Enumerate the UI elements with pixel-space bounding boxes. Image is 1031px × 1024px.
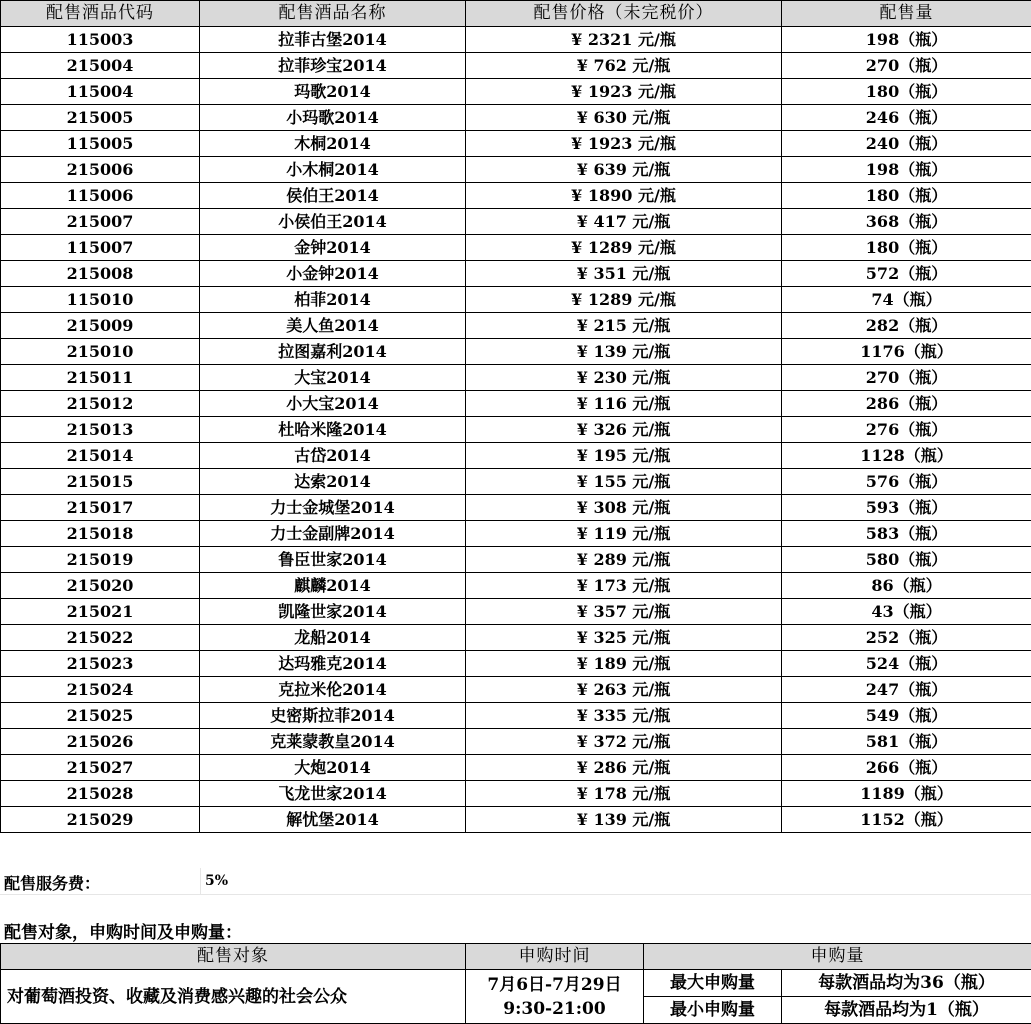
name-cell: 杜哈米隆2014: [200, 417, 466, 443]
name-cell: 力士金城堡2014: [200, 495, 466, 521]
header-time: 申购时间: [466, 944, 644, 970]
quantity-cell: 282（瓶）: [782, 313, 1031, 339]
header-audience: 配售对象: [1, 944, 466, 970]
quantity-cell: 1176（瓶）: [782, 339, 1031, 365]
quantity-cell: 583（瓶）: [782, 521, 1031, 547]
price-cell: ¥ 357 元/瓶: [466, 599, 782, 625]
price-cell: ¥ 639 元/瓶: [466, 157, 782, 183]
time-line-2: 9:30-21:00: [503, 998, 606, 1019]
name-cell: 玛歌2014: [200, 79, 466, 105]
code-cell: 215027: [1, 755, 200, 781]
quantity-cell: 286（瓶）: [782, 391, 1031, 417]
table-row: [1, 339, 1031, 365]
quantity-cell: 276（瓶）: [782, 417, 1031, 443]
subscription-header-row: [1, 944, 1031, 970]
table-row: [1, 131, 1031, 157]
price-cell: ¥ 189 元/瓶: [466, 651, 782, 677]
quantity-cell: 368（瓶）: [782, 209, 1031, 235]
price-cell: ¥ 155 元/瓶: [466, 469, 782, 495]
header-quantity: 配售量: [782, 1, 1031, 27]
code-cell: 215026: [1, 729, 200, 755]
quantity-cell: 240（瓶）: [782, 131, 1031, 157]
table-row: [1, 443, 1031, 469]
table-row: [1, 755, 1031, 781]
code-cell: 115003: [1, 27, 200, 53]
name-cell: 木桐2014: [200, 131, 466, 157]
price-cell: ¥ 1289 元/瓶: [466, 235, 782, 261]
quantity-cell: 1128（瓶）: [782, 443, 1031, 469]
table-row: [1, 27, 1031, 53]
table-row: [1, 209, 1031, 235]
time-cell: [466, 970, 644, 1024]
quantity-cell: 198（瓶）: [782, 157, 1031, 183]
quantity-cell: 86（瓶）: [782, 573, 1031, 599]
max-amount-value: 每款酒品均为36（瓶）: [782, 970, 1031, 997]
price-cell: ¥ 195 元/瓶: [466, 443, 782, 469]
quantity-cell: 246（瓶）: [782, 105, 1031, 131]
table-row: [1, 235, 1031, 261]
header-price: 配售价格（未完税价）: [466, 1, 782, 27]
price-cell: ¥ 173 元/瓶: [466, 573, 782, 599]
time-line-1: 7月6日-7月29日: [487, 974, 622, 995]
code-cell: 215012: [1, 391, 200, 417]
price-cell: ¥ 116 元/瓶: [466, 391, 782, 417]
code-cell: 215020: [1, 573, 200, 599]
price-cell: ¥ 1289 元/瓶: [466, 287, 782, 313]
code-cell: 115010: [1, 287, 200, 313]
name-cell: 拉菲珍宝2014: [200, 53, 466, 79]
price-cell: ¥ 2321 元/瓶: [466, 27, 782, 53]
code-cell: 215015: [1, 469, 200, 495]
price-cell: ¥ 762 元/瓶: [466, 53, 782, 79]
table-row: [1, 105, 1031, 131]
code-cell: 215008: [1, 261, 200, 287]
price-cell: ¥ 372 元/瓶: [466, 729, 782, 755]
name-cell: 拉菲古堡2014: [200, 27, 466, 53]
name-cell: 龙船2014: [200, 625, 466, 651]
code-cell: 215028: [1, 781, 200, 807]
code-cell: 215011: [1, 365, 200, 391]
name-cell: 克拉米伦2014: [200, 677, 466, 703]
table-row: [1, 183, 1031, 209]
quantity-cell: 581（瓶）: [782, 729, 1031, 755]
table-row: [1, 729, 1031, 755]
name-cell: 飞龙世家2014: [200, 781, 466, 807]
table-row: [1, 365, 1031, 391]
service-fee-value: 5%: [200, 868, 228, 894]
quantity-cell: 43（瓶）: [782, 599, 1031, 625]
code-cell: 215004: [1, 53, 200, 79]
code-cell: 215024: [1, 677, 200, 703]
code-cell: 215009: [1, 313, 200, 339]
name-cell: 古岱2014: [200, 443, 466, 469]
code-cell: 115006: [1, 183, 200, 209]
name-cell: 小大宝2014: [200, 391, 466, 417]
price-cell: ¥ 178 元/瓶: [466, 781, 782, 807]
table-row: [1, 781, 1031, 807]
service-fee-row: [0, 868, 1031, 895]
code-cell: 115004: [1, 79, 200, 105]
subscription-table: [0, 943, 1031, 1024]
code-cell: 215022: [1, 625, 200, 651]
price-cell: ¥ 215 元/瓶: [466, 313, 782, 339]
quantity-cell: 580（瓶）: [782, 547, 1031, 573]
service-fee-label: 配售服务费：: [4, 874, 101, 893]
name-cell: 美人鱼2014: [200, 313, 466, 339]
code-cell: 215023: [1, 651, 200, 677]
table-row: [1, 53, 1031, 79]
name-cell: 小金钟2014: [200, 261, 466, 287]
quantity-cell: 198（瓶）: [782, 27, 1031, 53]
quantity-cell: 180（瓶）: [782, 79, 1031, 105]
name-cell: 力士金副牌2014: [200, 521, 466, 547]
table-row: [1, 495, 1031, 521]
quantity-cell: 266（瓶）: [782, 755, 1031, 781]
price-cell: ¥ 286 元/瓶: [466, 755, 782, 781]
name-cell: 麒麟2014: [200, 573, 466, 599]
quantity-cell: 1152（瓶）: [782, 807, 1031, 833]
table-row: [1, 391, 1031, 417]
table-row: [1, 703, 1031, 729]
code-cell: 215006: [1, 157, 200, 183]
price-cell: ¥ 335 元/瓶: [466, 703, 782, 729]
quantity-cell: 180（瓶）: [782, 235, 1031, 261]
name-cell: 小玛歌2014: [200, 105, 466, 131]
price-cell: ¥ 325 元/瓶: [466, 625, 782, 651]
name-cell: 侯伯王2014: [200, 183, 466, 209]
name-cell: 大宝2014: [200, 365, 466, 391]
quantity-cell: 572（瓶）: [782, 261, 1031, 287]
name-cell: 克莱蒙教皇2014: [200, 729, 466, 755]
code-cell: 215018: [1, 521, 200, 547]
table-row: [1, 417, 1031, 443]
price-cell: ¥ 1923 元/瓶: [466, 131, 782, 157]
price-cell: ¥ 139 元/瓶: [466, 339, 782, 365]
table-row: [1, 313, 1031, 339]
name-cell: 解忧堡2014: [200, 807, 466, 833]
table-row: [1, 651, 1031, 677]
code-cell: 215029: [1, 807, 200, 833]
price-cell: ¥ 326 元/瓶: [466, 417, 782, 443]
quantity-cell: 576（瓶）: [782, 469, 1031, 495]
code-cell: 215017: [1, 495, 200, 521]
name-cell: 小侯伯王2014: [200, 209, 466, 235]
quantity-cell: 524（瓶）: [782, 651, 1031, 677]
quantity-cell: 270（瓶）: [782, 365, 1031, 391]
price-cell: ¥ 289 元/瓶: [466, 547, 782, 573]
price-cell: ¥ 230 元/瓶: [466, 365, 782, 391]
price-cell: ¥ 308 元/瓶: [466, 495, 782, 521]
header-name: 配售酒品名称: [200, 1, 466, 27]
code-cell: 115007: [1, 235, 200, 261]
quantity-cell: 74（瓶）: [782, 287, 1031, 313]
quantity-cell: 252（瓶）: [782, 625, 1031, 651]
code-cell: 215013: [1, 417, 200, 443]
name-cell: 达索2014: [200, 469, 466, 495]
target-section-title: 配售对象，申购时间及申购量：: [4, 923, 242, 943]
table-row: [1, 547, 1031, 573]
name-cell: 柏菲2014: [200, 287, 466, 313]
name-cell: 小木桐2014: [200, 157, 466, 183]
table-row: [1, 677, 1031, 703]
name-cell: 大炮2014: [200, 755, 466, 781]
table-header-row: [1, 1, 1031, 27]
min-amount-value: 每款酒品均为1（瓶）: [782, 997, 1031, 1024]
header-amount: 申购量: [644, 944, 1031, 970]
code-cell: 215014: [1, 443, 200, 469]
min-amount-label: 最小申购量: [644, 997, 782, 1024]
name-cell: 鲁臣世家2014: [200, 547, 466, 573]
name-cell: 金钟2014: [200, 235, 466, 261]
quantity-cell: 1189（瓶）: [782, 781, 1031, 807]
quantity-cell: 593（瓶）: [782, 495, 1031, 521]
table-row: [1, 469, 1031, 495]
quantity-cell: 247（瓶）: [782, 677, 1031, 703]
price-cell: ¥ 1890 元/瓶: [466, 183, 782, 209]
audience-cell: 对葡萄酒投资、收藏及消费感兴趣的社会公众: [1, 970, 466, 1024]
table-row: [1, 287, 1031, 313]
price-cell: ¥ 139 元/瓶: [466, 807, 782, 833]
price-cell: ¥ 351 元/瓶: [466, 261, 782, 287]
table-row: [1, 79, 1031, 105]
quantity-cell: 549（瓶）: [782, 703, 1031, 729]
quantity-cell: 270（瓶）: [782, 53, 1031, 79]
table-row: [1, 521, 1031, 547]
table-row: [1, 807, 1031, 833]
name-cell: 史密斯拉菲2014: [200, 703, 466, 729]
name-cell: 达玛雅克2014: [200, 651, 466, 677]
max-amount-label: 最大申购量: [644, 970, 782, 997]
price-cell: ¥ 417 元/瓶: [466, 209, 782, 235]
code-cell: 215019: [1, 547, 200, 573]
price-cell: ¥ 263 元/瓶: [466, 677, 782, 703]
table-row: [1, 157, 1031, 183]
code-cell: 215025: [1, 703, 200, 729]
price-cell: ¥ 1923 元/瓶: [466, 79, 782, 105]
table-row: [1, 599, 1031, 625]
table-row: [1, 573, 1031, 599]
code-cell: 115005: [1, 131, 200, 157]
table-row: [1, 625, 1031, 651]
quantity-cell: 180（瓶）: [782, 183, 1031, 209]
table-body: [1, 27, 1031, 833]
code-cell: 215005: [1, 105, 200, 131]
header-code: 配售酒品代码: [1, 1, 200, 27]
table-row: [1, 261, 1031, 287]
code-cell: 215010: [1, 339, 200, 365]
code-cell: 215007: [1, 209, 200, 235]
code-cell: 215021: [1, 599, 200, 625]
subscription-row-max: [1, 970, 1031, 997]
price-cell: ¥ 119 元/瓶: [466, 521, 782, 547]
name-cell: 拉图嘉利2014: [200, 339, 466, 365]
name-cell: 凯隆世家2014: [200, 599, 466, 625]
price-cell: ¥ 630 元/瓶: [466, 105, 782, 131]
